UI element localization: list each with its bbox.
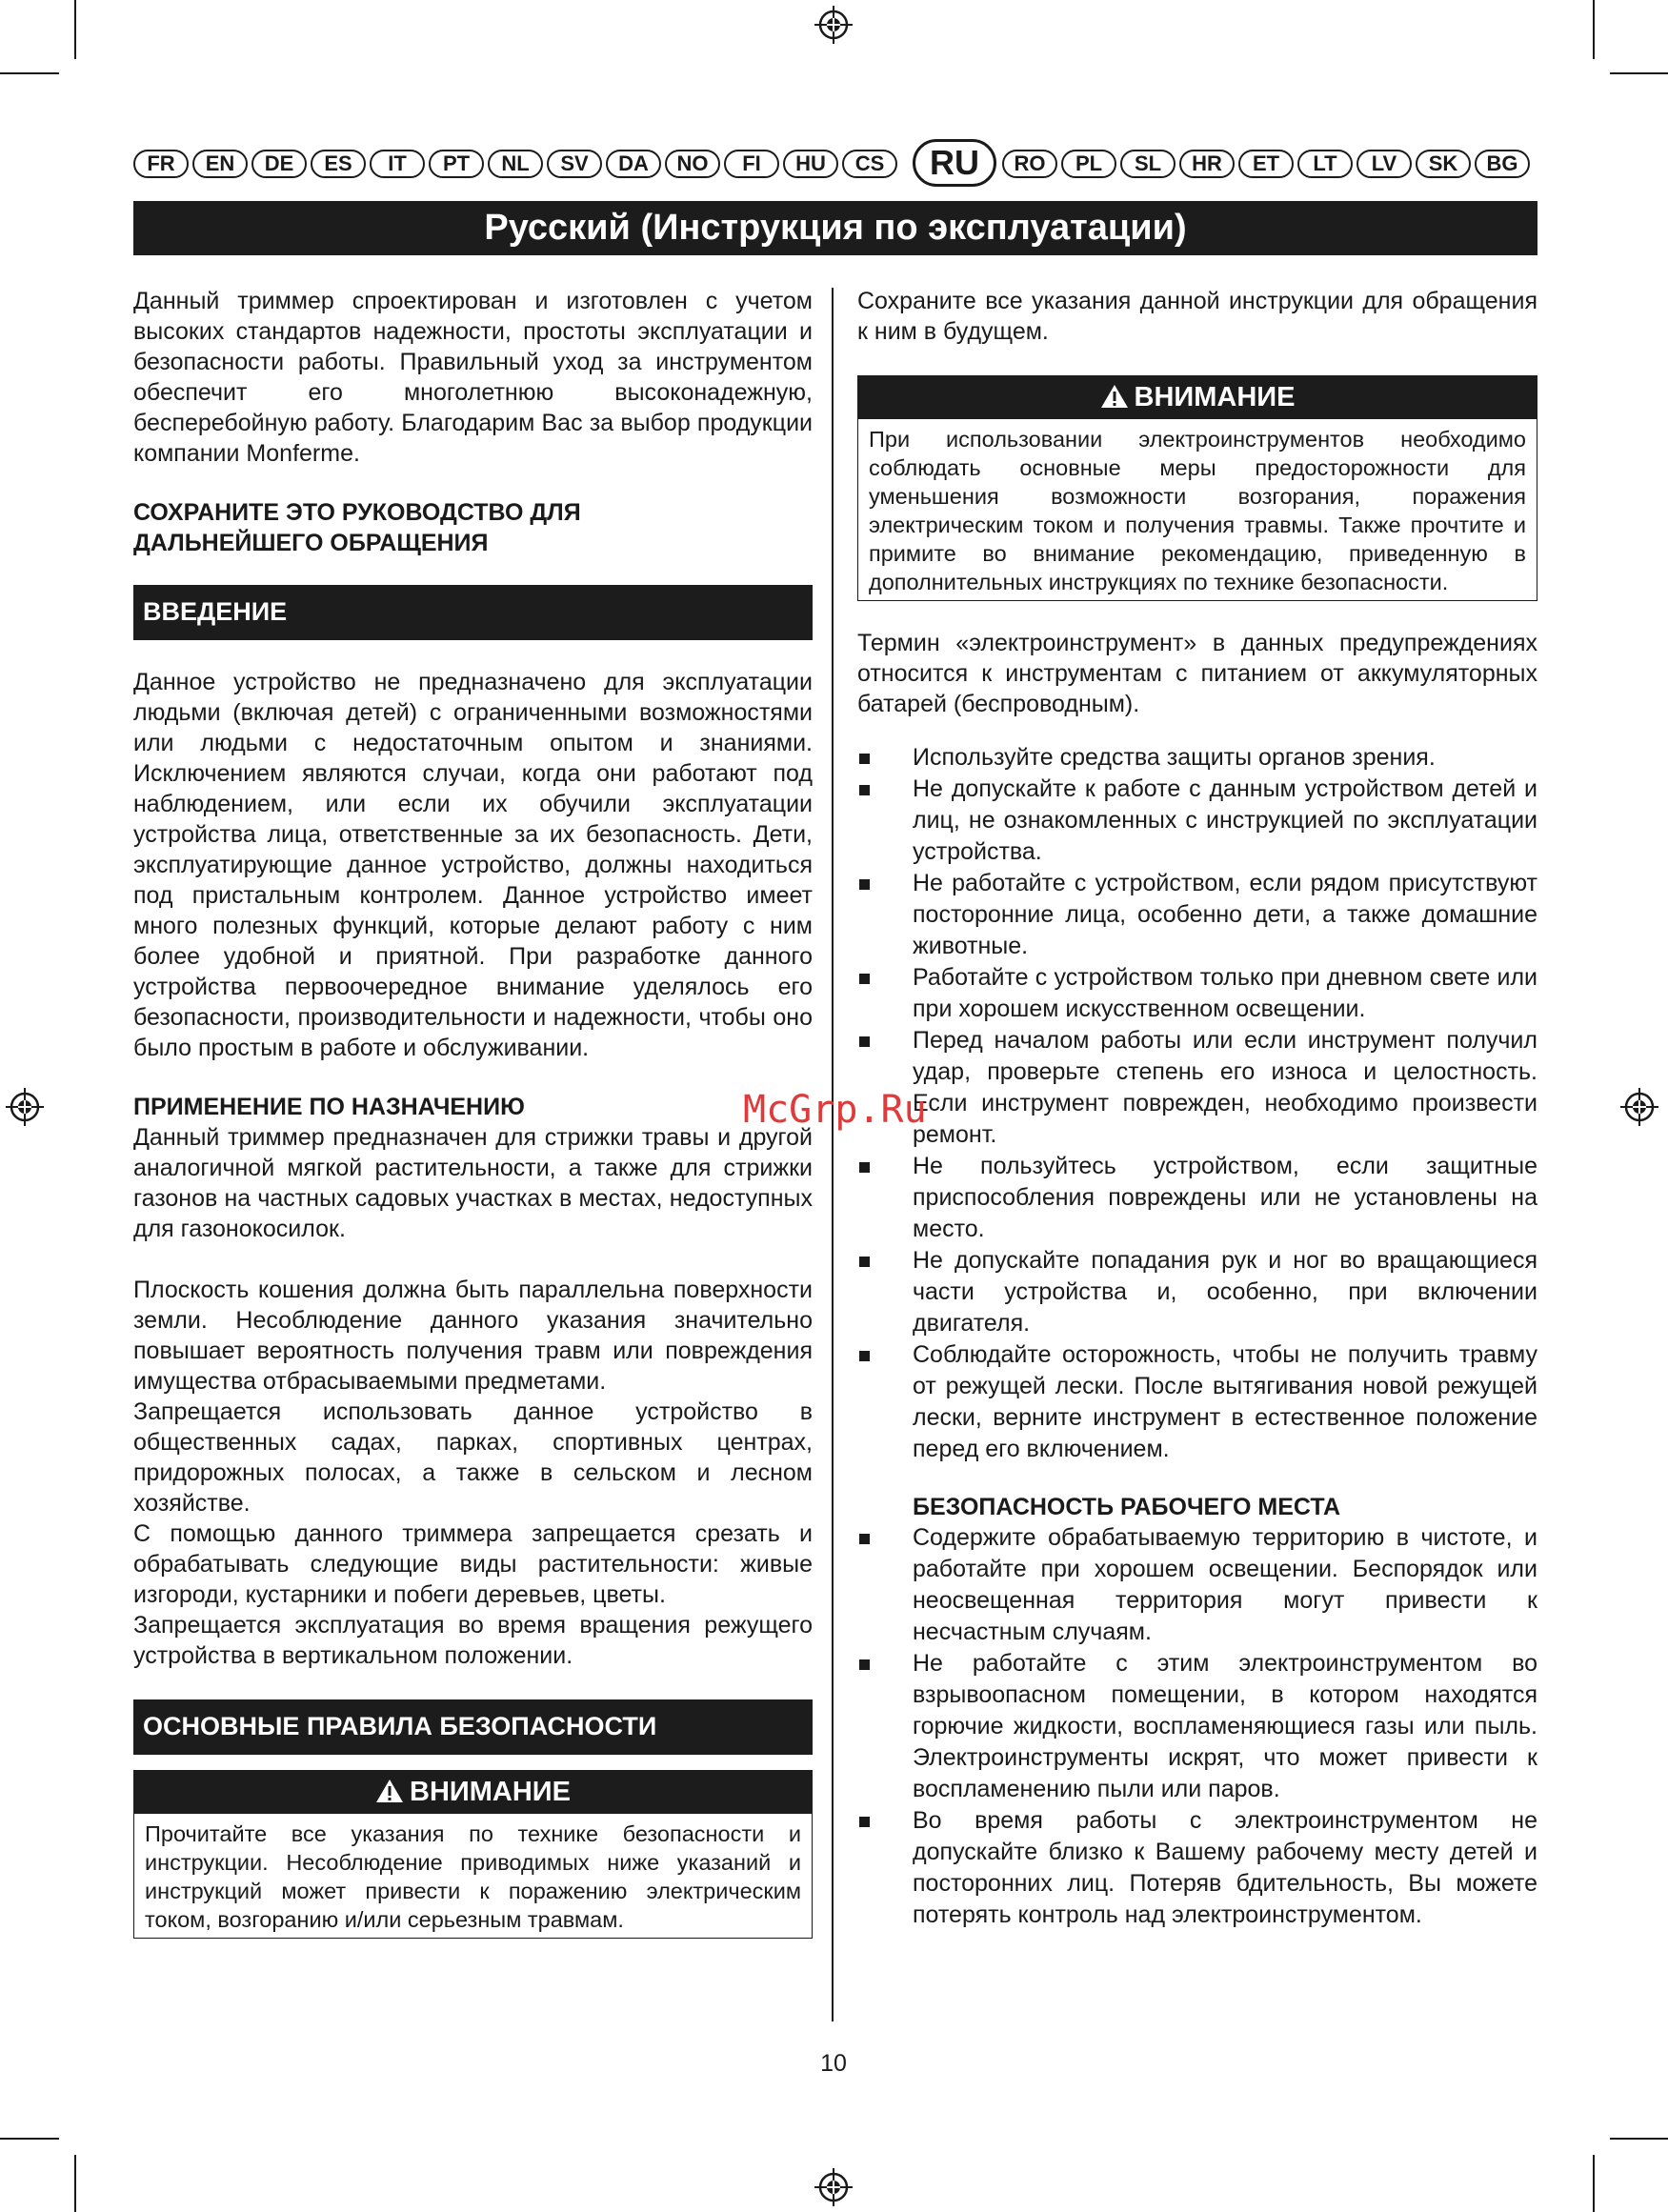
list-item: Во время работы с электроинструментом не допускайте близко к Вашему рабочему месту детей и посторонних лиц. Потеряв бдительность, Вы можете потерять контроль над электроинструментом. bbox=[857, 1805, 1537, 1931]
language-no: NO bbox=[665, 150, 720, 178]
bullet-square-icon bbox=[859, 1036, 870, 1047]
language-sv: SV bbox=[547, 150, 602, 178]
warning-box bbox=[133, 1770, 813, 1939]
warning-title: ВНИМАНИЕ bbox=[410, 1777, 571, 1807]
warning-text: При использовании электроинструментов необходимо соблюдать основные меры предосторожности для уменьшения возможности возгорания, поражения электрическим током и получения травмы. Также прочтите и примите во внимание рекомендацию, приведенную в дополнительных инструкциях по технике безопасности. bbox=[869, 427, 1526, 594]
list-item: Не допускайте к работе с данным устройством детей и лиц, не ознакомленных с инструкцией по эксплуатации устройства. bbox=[857, 774, 1537, 868]
page-title: Русский (Инструкция по эксплуатации) bbox=[133, 201, 1537, 255]
language-nl: NL bbox=[488, 150, 543, 178]
crop-mark bbox=[74, 2155, 76, 2212]
cutting-plane-text: Плоскость кошения должна быть параллельна поверхности земли. Несоблюдение данного указания значительно повышает вероятность получения травм или повреждения имущества отбрасываемыми предметами. bbox=[133, 1277, 813, 1395]
term-definition-text: Термин «электроинструмент» в данных предупреждениях относится к инструментам с питанием от аккумуляторных батарей (беспроводным). bbox=[857, 630, 1537, 717]
safety-bullet-list bbox=[857, 742, 1537, 1465]
language-lv: LV bbox=[1357, 150, 1412, 178]
crop-mark bbox=[74, 0, 76, 59]
crop-mark bbox=[1610, 72, 1668, 74]
warning-body bbox=[857, 419, 1537, 601]
prohibition-text-2: С помощью данного триммера запрещается срезать и обрабатывать следующие виды растительности: живые изгороди, кустарники и побеги деревьев, цветы. bbox=[133, 1520, 813, 1608]
language-bar bbox=[133, 139, 1534, 187]
bullet-square-icon bbox=[859, 1534, 870, 1544]
list-item: Не допускайте попадания рук и ног во вращающиеся части устройства и, особенно, при включении двигателя. bbox=[857, 1245, 1537, 1339]
bullet-square-icon bbox=[859, 974, 870, 984]
registration-mark-icon bbox=[1620, 1088, 1658, 1126]
section-introduction: ВВЕДЕНИЕ bbox=[133, 585, 813, 640]
list-item: Работайте с устройством только при дневном свете или при хорошем искусственном освещении. bbox=[857, 962, 1537, 1025]
list-item: Не пользуйтесь устройством, если защитные приспособления повреждены или не установлены на место. bbox=[857, 1151, 1537, 1245]
page-number: 10 bbox=[820, 2050, 847, 2077]
language-pt: PT bbox=[429, 150, 484, 178]
warning-triangle-icon bbox=[375, 1779, 404, 1803]
language-et: ET bbox=[1238, 150, 1294, 178]
warning-triangle-icon bbox=[1100, 384, 1129, 409]
intended-use-text: Данный триммер предназначен для стрижки травы и другой аналогичной мягкой растительности, а также для стрижки газонов на частных садовых участках в местах, недоступных для газонокосилок. bbox=[133, 1124, 813, 1242]
intro-paragraph: Данный триммер спроектирован и изготовлен с учетом высоких стандартов надежности, простоты эксплуатации и безопасности работы. Правильный уход за инструментом обеспечит его многолетнюю высоконадежную, бесперебойную работу. Благодарим Вас за выбор продукции компании Monferme. bbox=[133, 288, 813, 467]
warning-text: Прочитайте все указания по технике безопасности и инструкции. Несоблюдение приводимых ниже указаний и инструкций может привести к поражению электрическим током, возгоранию и/или серьезным травмам. bbox=[145, 1821, 801, 1932]
bullet-square-icon bbox=[859, 785, 870, 795]
list-item: Перед началом работы или если инструмент получил удар, проверьте степень его износа и целостность. Если инструмент поврежден, необходимо произвести ремонт. bbox=[857, 1025, 1537, 1151]
language-hr: HR bbox=[1179, 150, 1235, 178]
language-pl: PL bbox=[1061, 150, 1116, 178]
bullet-square-icon bbox=[859, 1659, 870, 1670]
prohibition-text-3: Запрещается эксплуатация во время вращения режущего устройства в вертикальном положении. bbox=[133, 1612, 813, 1669]
language-cs: CS bbox=[842, 150, 897, 178]
language-fr: FR bbox=[133, 150, 189, 178]
bullet-square-icon bbox=[859, 1162, 870, 1173]
bullet-square-icon bbox=[859, 1817, 870, 1827]
bullet-square-icon bbox=[859, 879, 870, 890]
list-item: Соблюдайте осторожность, чтобы не получить травму от режущей лески. После вытягивания новой режущей лески, верните инструмент в естественное положение перед его включением. bbox=[857, 1339, 1537, 1465]
intended-use-heading: ПРИМЕНЕНИЕ ПО НАЗНАЧЕНИЮ bbox=[133, 1094, 525, 1120]
language-hu: HU bbox=[783, 150, 838, 178]
workplace-safety-heading: БЕЗОПАСНОСТЬ РАБОЧЕГО МЕСТА bbox=[913, 1494, 1341, 1520]
save-instructions-text: Сохраните все указания данной инструкции для обращения к ним в будущем. bbox=[857, 288, 1537, 345]
crop-mark bbox=[0, 72, 59, 74]
section-safety-rules: ОСНОВНЫЕ ПРАВИЛА БЕЗОПАСНОСТИ bbox=[133, 1699, 813, 1755]
list-item: Не работайте с этим электроинструментом во взрывоопасном помещении, в котором находятся горючие жидкости, воспламеняющиеся газы или пыль. Электроинструменты искрят, что может привести к воспламенению пыли или паров. bbox=[857, 1648, 1537, 1805]
crop-mark bbox=[1593, 0, 1595, 59]
warning-box bbox=[857, 375, 1537, 601]
language-ro: RO bbox=[1002, 150, 1057, 178]
crop-mark bbox=[1610, 2138, 1668, 2140]
registration-mark-icon bbox=[814, 6, 853, 44]
bullet-square-icon bbox=[859, 1351, 870, 1361]
warning-body bbox=[133, 1814, 813, 1939]
registration-mark-icon bbox=[814, 2168, 853, 2206]
warning-header bbox=[133, 1770, 813, 1814]
crop-mark bbox=[0, 2138, 59, 2140]
language-de: DE bbox=[251, 150, 307, 178]
language-ru-active: RU bbox=[913, 139, 996, 187]
list-item: Содержите обрабатываемую территорию в чистоте, и работайте при хорошем освещении. Беспорядок или неосвещенная территория могут привести к несчастным случаям. bbox=[857, 1522, 1537, 1648]
language-da: DA bbox=[606, 150, 661, 178]
bullet-square-icon bbox=[859, 754, 870, 764]
watermark: McGrp.Ru bbox=[743, 1088, 927, 1132]
prohibition-text-1: Запрещается использовать данное устройство в общественных садах, парках, спортивных центрах, придорожных полосах, а также в сельском и лесном хозяйстве. bbox=[133, 1398, 813, 1517]
language-it: IT bbox=[370, 150, 425, 178]
language-es: ES bbox=[311, 150, 366, 178]
warning-header bbox=[857, 375, 1537, 419]
registration-mark-icon bbox=[6, 1088, 44, 1126]
workplace-bullet-list bbox=[857, 1522, 1537, 1931]
warning-title: ВНИМАНИЕ bbox=[1134, 382, 1296, 412]
list-item: Используйте средства защиты органов зрения. bbox=[857, 742, 1537, 774]
right-column bbox=[857, 286, 1537, 1931]
left-column bbox=[133, 286, 813, 1939]
save-heading-line-1: СОХРАНИТЕ ЭТО РУКОВОДСТВО ДЛЯ bbox=[133, 499, 581, 526]
crop-mark bbox=[1593, 2155, 1595, 2212]
language-en: EN bbox=[192, 150, 248, 178]
bullet-square-icon bbox=[859, 1257, 870, 1267]
language-sk: SK bbox=[1416, 150, 1471, 178]
introduction-text: Данное устройство не предназначено для эксплуатации людьми (включая детей) с ограниченными возможностями или людьми с недостаточным опытом и знаниями. Исключением являются случаи, когда они работают под наблюдением, или если их обучили эксплуатации устройства лица, ответственные за их безопасность. Дети, эксплуатирующие данное устройство, должны находиться под пристальным контролем. Данное устройство имеет много полезных функций, которые делают работу с ним более удобной и приятной. При разработке данного устройства первоочередное внимание уделялось его безопасности, производительности и надежности, чтобы оно было простым в работе и обслуживании. bbox=[133, 669, 813, 1061]
language-sl: SL bbox=[1120, 150, 1176, 178]
save-heading-line-2: ДАЛЬНЕЙШЕГО ОБРАЩЕНИЯ bbox=[133, 530, 489, 556]
language-fi: FI bbox=[724, 150, 779, 178]
language-bg: BG bbox=[1475, 150, 1530, 178]
list-item: Не работайте с устройством, если рядом присутствуют посторонние лица, особенно дети, а также домашние животные. bbox=[857, 868, 1537, 962]
language-lt: LT bbox=[1297, 150, 1353, 178]
column-divider bbox=[832, 288, 834, 2021]
